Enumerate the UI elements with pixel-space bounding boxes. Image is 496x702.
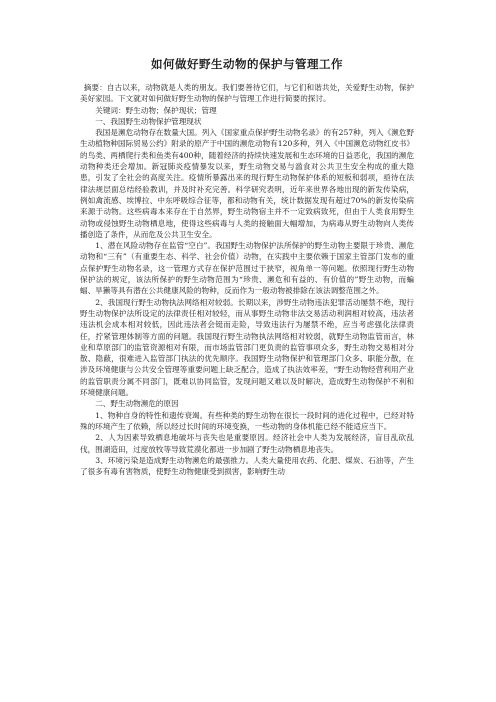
body-paragraph: 2、我国现行野生动物执法网络相对较弱。长期以来，涉野生动物违法犯罪活动屡禁不绝，现行野生动物保护法所设定的法律责任相对较轻，而从事野生动物非法交易活动利润相对较高，违法者违法机会成本相对较低，因此违法者会铤而走险，导致违法行为屡禁不绝，应当考虑强化法律责任，拧紧管理体制等方面的问题。我国现行野生动物执法网络相对较弱，就野生动物监管而言，林业和草原部门的监管资源相对有限，而市场监管部门更负责的监管事项众多，野生动物交易相对分散、隐蔽，很难进入监管部门执法的优先顺序。我国野生动物保护和管理部门众多、职能分散，在涉及环境健康与公共安全管理等重要问题上缺乏配合，造成了执法效率差，“野生动物经营利用产业的监管职责分属不同部门，既难以协同监管，发现问题又难以及时解决，造成野生动物保护不利和环境健康问题。 <box>80 297 414 398</box>
document-title: 如何做好野生动物的保护与管理工作 <box>151 57 343 71</box>
body-paragraph: 1、潜在风险动物存在监管“空白”。我国野生动物保护法所保护的野生动物主要限于珍贵、濒危动物和“三有”（有重要生态、科学、社会价值）动物，在实践中主要依赖于国家主管部门发布的重点保护野生动物名录，这一管理方式存在保护范围过于狭窄，视角单一等问题。依照现行野生动物保护法的规定，该法所保护的野生动物范围为“珍贵、濒危和有益的、有价值的”野生动物，而蝙蝠、旱獭等具有潜在公共健康风险的物种，反而作为一般动物被排除在该法调整范围之外。 <box>80 241 414 296</box>
body-paragraph: 3、环境污染是造成野生动物濒危的最强推力。人类大量使用农药、化肥、煤炭、石油等，产生了很多有毒有害物质，使野生动物健康受到损害，影响野生动 <box>80 455 414 477</box>
keywords-paragraph: 关键词：野生动物；保护现状；管理 <box>95 105 217 115</box>
section-heading-1: 一、我国野生动物保护管理现状 <box>95 116 202 126</box>
body-paragraph: 1、物种自身的特性和遗传衰竭。有些种类的野生动物在很长一段时间的进化过程中，已经对特殊的环境产生了依赖，所以经过长时间的环境变换，一些动物的身体机能已经不能适应当下。 <box>80 410 414 431</box>
body-paragraph: 2、人为因素导致栖息地破坏与丧失也是重要原因。经济社会中人类为发展经济，盲目乱砍乱伐，围湖造田，过度放牧等导致荒漠化都进一步加剧了野生动物栖息地丧失。 <box>80 433 414 454</box>
abstract-paragraph: 摘要：自古以来，动物就是人类的朋友。我们要善待它们，与它们和谐共处，关爱野生动物，保护美好家园。下文就对如何做好野生动物的保护与管理工作进行简要的探讨。 <box>80 83 414 104</box>
section-heading-2: 二、野生动物濒危的原因 <box>95 399 179 409</box>
body-paragraph: 我国是濒危动物存在数量大国。列入《国家重点保护野生动物名录》的有257种，列入《濒危野生动植物种国际贸易公约》附录的原产于中国的濒危动物有120多种，列入《中国濒危动物红皮书》的鸟类、两栖爬行类和鱼类有400种，随着经济的持续快速发展和生态环境的日益恶化，我国的濒危动物种类还会增加。新冠肺炎疫情暴发以来，野生动物交易与滥食对公共卫生安全构成的重大隐患，引发了全社会的高度关注。疫情所暴露出来的现行野生动物保护体系的短板和弱项，亟待在法律法规层面总结经验教训，并及时补充完善。科学研究表明，近年来世界各地出现的新发传染病，例如禽流感、埃博拉、中东呼吸综合征等，都和动物有关，统计数据发现有超过70%的新发传染病来源于动物。这些病毒本来存在于自然界，野生动物宿主并不一定致病致死，但由于人类食用野生动物或侵蚀野生动物栖息地，使得这些病毒与人类的接触面大幅增加，为病毒从野生动物向人类传播创造了条件，从而危及公共卫生安全。 <box>80 128 414 239</box>
